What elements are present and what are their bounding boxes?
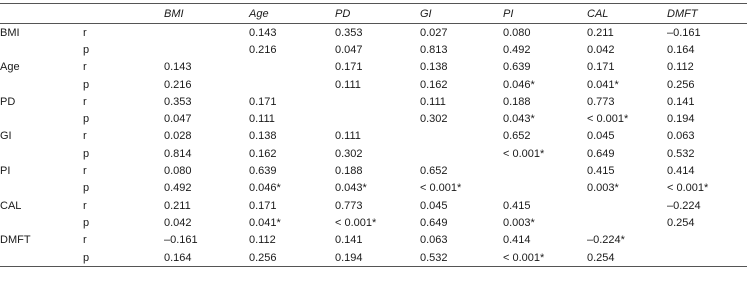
table-cell: 0.080: [503, 26, 531, 39]
table-cell: < 0.001*: [335, 216, 377, 229]
correlation-table: [0, 3, 747, 267]
table-cell: 0.211: [587, 26, 614, 39]
table-cell: 0.141: [335, 234, 363, 247]
table-cell: 0.003*: [503, 216, 535, 229]
table-cell: 0.027: [420, 26, 448, 39]
table-cell: [335, 93, 420, 110]
stat-label: r: [83, 26, 87, 39]
table-cell: 0.652: [503, 130, 531, 143]
table-cell: [249, 76, 335, 93]
table-cell: 0.773: [587, 95, 615, 108]
table-cell: < 0.001*: [587, 113, 629, 126]
variable-label: PI: [0, 165, 11, 178]
table-cell: < 0.001*: [420, 182, 462, 195]
variable-label: [0, 41, 83, 58]
header-cell: Age: [249, 4, 335, 24]
table-cell: –0.224*: [587, 234, 625, 247]
table-cell: 0.256: [667, 78, 695, 91]
table-header: [0, 4, 747, 24]
table-cell: 0.649: [587, 147, 615, 160]
stat-label: r: [83, 199, 87, 212]
table-cell: [587, 214, 667, 231]
header-cell: [0, 4, 83, 24]
table-cell: 0.045: [587, 130, 615, 143]
variable-label: [0, 180, 83, 197]
table-row: [0, 41, 747, 58]
variable-label: [0, 76, 83, 93]
table-cell: 0.194: [667, 113, 695, 126]
table-cell: [249, 59, 335, 76]
table-cell: 0.003*: [587, 182, 619, 195]
table-row: [0, 145, 747, 162]
table-row: [0, 197, 747, 214]
table-cell: 0.256: [249, 249, 335, 267]
table-cell: 0.415: [587, 165, 615, 178]
header-cell: PD: [335, 4, 420, 24]
table-cell: 0.162: [420, 78, 448, 91]
header-cell: PI: [503, 4, 587, 24]
table-body: [0, 24, 747, 267]
table-cell: < 0.001*: [503, 147, 545, 160]
table-cell: 0.143: [249, 26, 277, 39]
table-cell: [164, 24, 249, 42]
table-cell: 0.080: [164, 165, 192, 178]
table-cell: 0.164: [164, 249, 249, 267]
stat-label: r: [83, 165, 87, 178]
table-cell: 0.141: [667, 95, 695, 108]
table-cell: 0.043*: [335, 182, 367, 195]
table-cell: 0.532: [667, 147, 695, 160]
table-cell: –0.161: [667, 26, 701, 39]
stat-label: r: [83, 95, 87, 108]
table-cell: 0.041*: [249, 216, 281, 229]
stat-label: p: [83, 249, 164, 267]
header-cell: GI: [420, 4, 503, 24]
table-cell: 0.639: [503, 61, 531, 74]
stat-label: r: [83, 61, 87, 74]
table-cell: 0.171: [249, 199, 277, 212]
variable-label: Age: [0, 61, 20, 74]
table-cell: 0.773: [335, 199, 363, 212]
variable-label: PD: [0, 95, 16, 108]
stat-label: p: [83, 43, 90, 56]
table-cell: 0.063: [667, 130, 695, 143]
table-cell: < 0.001*: [503, 249, 587, 267]
table-cell: 0.162: [249, 147, 277, 160]
table-cell: [503, 162, 587, 179]
table-cell: [335, 110, 420, 127]
table-cell: 0.042: [164, 216, 192, 229]
variable-label: [0, 214, 83, 231]
table-cell: 0.028: [164, 130, 192, 143]
variable-label: BMI: [0, 26, 20, 39]
header-cell: [83, 4, 164, 24]
table-cell: [587, 197, 667, 214]
table-cell: –0.161: [164, 234, 198, 247]
table-cell: 0.171: [249, 95, 277, 108]
table-cell: 0.063: [420, 234, 448, 247]
table-cell: 0.041*: [587, 78, 619, 91]
table-cell: 0.045: [420, 199, 448, 212]
table-cell: 0.171: [587, 61, 615, 74]
table-row: [0, 232, 747, 249]
table-cell: 0.813: [420, 43, 448, 56]
table-cell: 0.492: [503, 43, 531, 56]
table-cell: 0.216: [249, 43, 277, 56]
table-cell: 0.649: [420, 216, 448, 229]
table-cell: 0.814: [164, 147, 192, 160]
header-cell: BMI: [164, 4, 249, 24]
table-cell: 0.138: [420, 61, 448, 74]
table-cell: 0.047: [335, 43, 363, 56]
variable-label: GI: [0, 130, 12, 143]
table-cell: 0.194: [335, 249, 420, 267]
stat-label: p: [83, 216, 90, 229]
table-cell: 0.414: [667, 165, 695, 178]
table-cell: 0.111: [249, 113, 275, 126]
header-row: [0, 4, 747, 24]
table-cell: 0.164: [667, 43, 695, 56]
variable-label: DMFT: [0, 234, 31, 247]
table-cell: 0.216: [164, 78, 192, 91]
table-cell: 0.492: [164, 182, 192, 195]
table-row: [0, 59, 747, 76]
table-row: [0, 93, 747, 110]
table-cell: 0.047: [164, 113, 192, 126]
table-row: [0, 214, 747, 231]
stat-label: p: [83, 147, 90, 160]
table-row: [0, 128, 747, 145]
table-cell: 0.254: [667, 216, 695, 229]
table-cell: 0.414: [503, 234, 531, 247]
stat-label: p: [83, 78, 90, 91]
table-cell: 0.353: [164, 95, 192, 108]
table-row: [0, 110, 747, 127]
table-cell: 0.042: [587, 43, 615, 56]
table-cell: 0.254: [587, 249, 667, 267]
stat-label: p: [83, 113, 90, 126]
table-cell: –0.224: [667, 199, 701, 212]
table-cell: [667, 232, 747, 249]
table-cell: 0.138: [249, 130, 277, 143]
table-cell: [164, 41, 249, 58]
table-row: [0, 24, 747, 42]
stat-label: p: [83, 182, 90, 195]
table-cell: 0.046*: [503, 78, 535, 91]
table-row: [0, 76, 747, 93]
table-cell: 0.302: [335, 147, 363, 160]
table-cell: 0.652: [420, 165, 448, 178]
table-cell: 0.111: [420, 95, 446, 108]
table-cell: 0.043*: [503, 113, 535, 126]
table-cell: 0.532: [420, 249, 503, 267]
table-cell: [420, 145, 503, 162]
table-cell: [420, 128, 503, 145]
table-cell: 0.211: [164, 199, 191, 212]
table-cell: 0.188: [503, 95, 531, 108]
stat-label: r: [83, 130, 87, 143]
table-row: [0, 180, 747, 197]
variable-label: CAL: [0, 199, 22, 212]
table-cell: [667, 249, 747, 267]
table-cell: 0.143: [164, 61, 192, 74]
table-cell: 0.639: [249, 165, 277, 178]
table-cell: 0.112: [667, 61, 694, 74]
table-cell: 0.302: [420, 113, 448, 126]
header-cell: DMFT: [667, 4, 747, 24]
header-cell: CAL: [587, 4, 667, 24]
table-row: [0, 249, 747, 267]
table-cell: 0.353: [335, 26, 363, 39]
table-cell: 0.171: [335, 61, 363, 74]
variable-label: [0, 110, 83, 127]
table-cell: 0.111: [335, 78, 361, 91]
table-row: [0, 162, 747, 179]
table-cell: 0.046*: [249, 182, 281, 195]
variable-label: [0, 249, 83, 267]
table-cell: 0.415: [503, 199, 531, 212]
table-cell: 0.188: [335, 165, 363, 178]
table-cell: 0.111: [335, 130, 361, 143]
variable-label: [0, 145, 83, 162]
table-cell: 0.112: [249, 234, 276, 247]
table-cell: [503, 180, 587, 197]
stat-label: r: [83, 234, 87, 247]
table-cell: < 0.001*: [667, 182, 709, 195]
